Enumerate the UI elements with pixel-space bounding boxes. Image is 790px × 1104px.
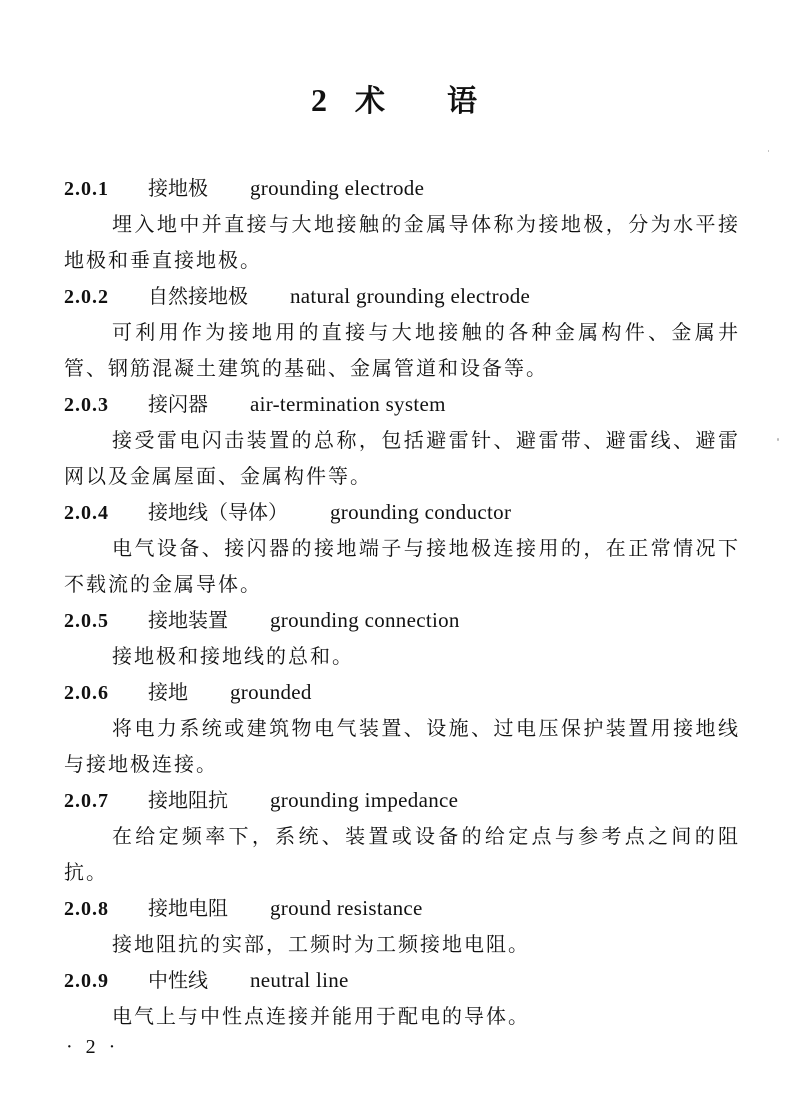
term-number: 2.0.5: [64, 610, 109, 632]
term-number: 2.0.4: [64, 502, 109, 524]
term-entry: [64, 602, 740, 674]
term-chinese: 接地电阻: [148, 896, 228, 920]
term-chinese: 中性线: [148, 968, 208, 992]
term-entry: [64, 962, 740, 1034]
term-heading: [64, 278, 740, 314]
term-heading: [64, 890, 740, 926]
term-english: grounding connection: [270, 608, 460, 632]
term-heading: [64, 782, 740, 818]
term-heading: [64, 170, 740, 206]
term-definition: 接地极和接地线的总和。: [112, 644, 354, 668]
term-english: grounding electrode: [250, 176, 425, 200]
term-chinese: 接地阻抗: [148, 788, 228, 812]
term-chinese: 接地极: [148, 176, 208, 200]
term-number: 2.0.3: [64, 394, 109, 416]
term-number: 2.0.2: [64, 286, 109, 308]
term-definition: 埋入地中并直接与大地接触的金属导体称为接地极，分为水平接地极和垂直接地极。: [64, 212, 740, 272]
term-entry: [64, 278, 740, 386]
term-heading: [64, 674, 740, 710]
term-english: grounding conductor: [330, 500, 512, 524]
term-definition: 接受雷电闪击装置的总称，包括避雷针、避雷带、避雷线、避雷网以及金属屋面、金属构件等。: [64, 428, 740, 488]
term-number: 2.0.1: [64, 178, 109, 200]
term-english: grounding impedance: [270, 788, 459, 812]
term-definition: 可利用作为接地用的直接与大地接触的各种金属构件、金属井管、钢筋混凝土建筑的基础、金属管道和设备等。: [64, 320, 740, 380]
term-definition: 电气设备、接闪器的接地端子与接地极连接用的，在正常情况下不载流的金属导体。: [64, 536, 740, 596]
term-english: air-termination system: [250, 392, 446, 416]
term-entry: [64, 674, 740, 782]
term-english: natural grounding electrode: [290, 284, 531, 308]
term-chinese: 接地: [148, 680, 188, 704]
term-definition: 电气上与中性点连接并能用于配电的导体。: [112, 1004, 530, 1028]
scan-speck: [777, 438, 779, 441]
term-number: 2.0.9: [64, 970, 109, 992]
term-entry: [64, 890, 740, 962]
term-definition: 在给定频率下，系统、装置或设备的给定点与参考点之间的阻抗。: [64, 824, 740, 884]
term-number: 2.0.8: [64, 898, 109, 920]
term-number: 2.0.6: [64, 682, 109, 704]
term-english: ground resistance: [270, 896, 423, 920]
term-definition: 将电力系统或建筑物电气装置、设施、过电压保护装置用接地线与接地极连接。: [64, 716, 740, 776]
term-number: 2.0.7: [64, 790, 109, 812]
term-english: neutral line: [250, 968, 349, 992]
term-heading: [64, 962, 740, 998]
term-chinese: 接地装置: [148, 608, 228, 632]
term-chinese: 自然接地极: [148, 284, 248, 308]
term-chinese: 接地线（导体）: [148, 500, 288, 524]
term-list: [64, 170, 740, 1034]
term-heading: [64, 386, 740, 422]
term-entry: [64, 494, 740, 602]
page-title: [0, 78, 790, 124]
term-definition: 接地阻抗的实部，工频时为工频接地电阻。: [112, 932, 530, 956]
term-heading: [64, 494, 740, 530]
page-number: · 2 ·: [66, 1036, 120, 1058]
term-entry: [64, 170, 740, 278]
term-heading: [64, 602, 740, 638]
scan-speck: [768, 150, 769, 152]
term-chinese: 接闪器: [148, 392, 208, 416]
term-entry: [64, 782, 740, 890]
chapter-title-char: 术: [355, 84, 387, 120]
term-entry: [64, 386, 740, 494]
chapter-number: 2: [311, 82, 329, 119]
chapter-title-char: 语: [447, 84, 479, 120]
term-english: grounded: [230, 680, 312, 704]
